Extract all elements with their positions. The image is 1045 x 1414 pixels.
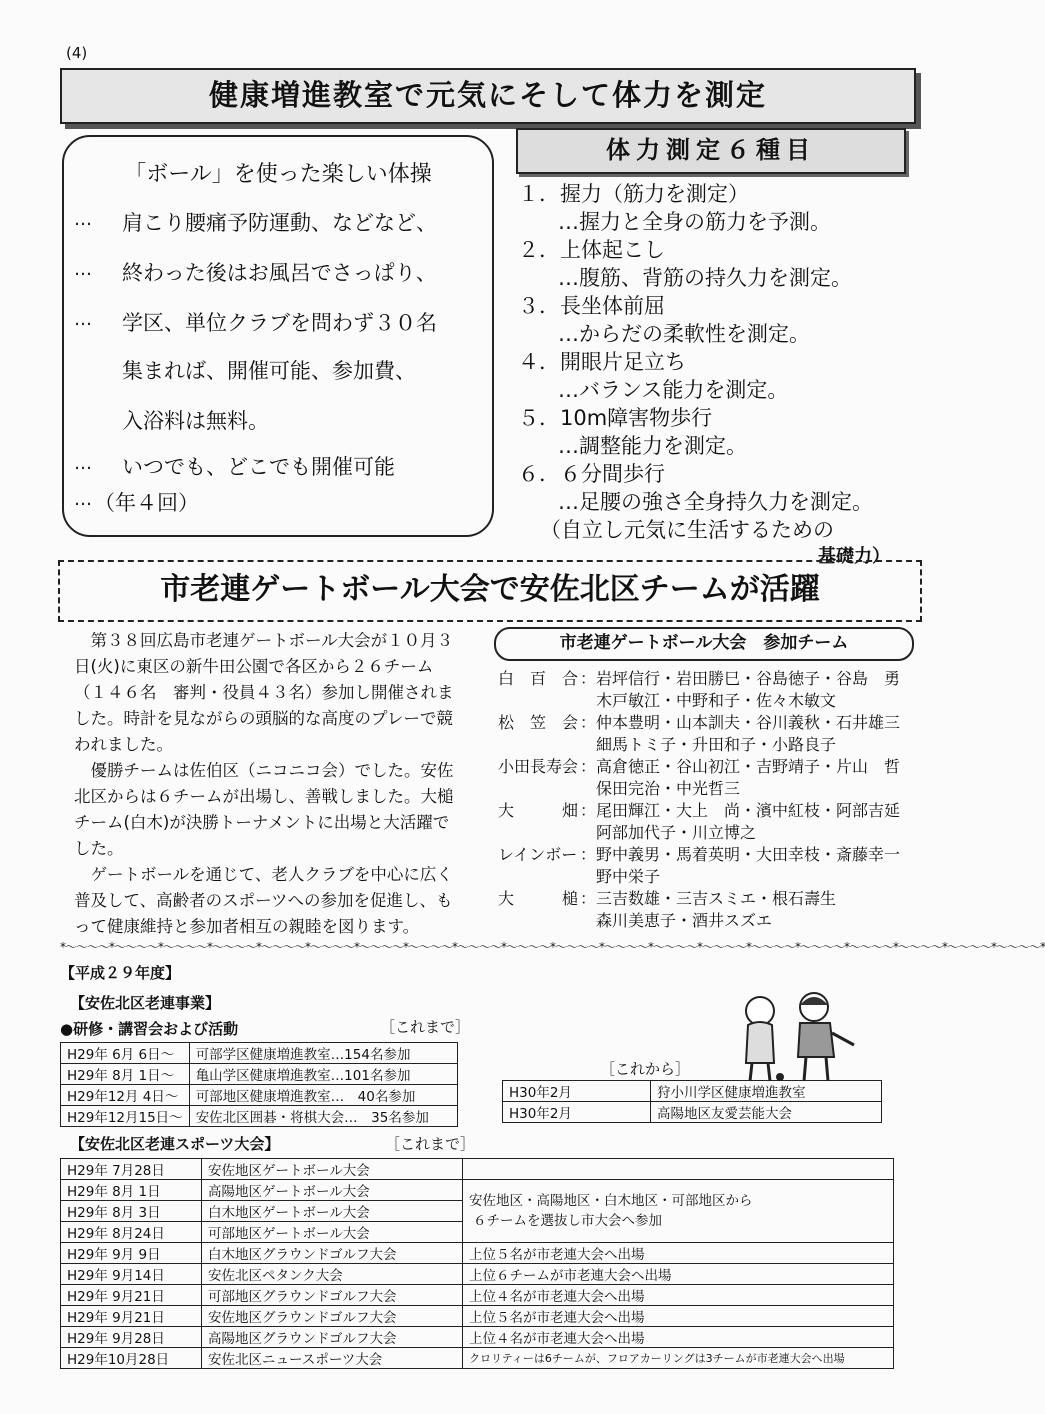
- team-name: 小田長寿会: [498, 757, 579, 776]
- team-name: 大 槌: [498, 889, 579, 908]
- sport-note-merged: [463, 1180, 894, 1243]
- ball-line: 学区、単位クラブを問わず３０名: [122, 311, 437, 335]
- fitness-item: ３．長坐体前屈: [518, 294, 665, 318]
- sport-note: 上位４名が市老連大会へ出場: [463, 1327, 894, 1348]
- event-date: H29年 8月 1日〜: [61, 1064, 190, 1085]
- team-members: ：野中義男・馬着英明・大田幸枝・斎藤幸一: [580, 845, 901, 864]
- table-row: [61, 1106, 458, 1127]
- table-row: [61, 1327, 894, 1348]
- fitness-desc: …調整能力を測定。: [558, 434, 747, 458]
- table-row: [61, 1159, 894, 1180]
- team-name: レインボー: [498, 845, 578, 864]
- team-members: ：尾田輝江・大上 尚・濱中紅枝・阿部吉延: [580, 801, 901, 820]
- event-desc: 安佐北区囲碁・将棋大会… 35名参加: [189, 1106, 457, 1127]
- event-date: H29年 6月 6日〜: [61, 1043, 190, 1064]
- sport-date: H29年 9月21日: [61, 1285, 202, 1306]
- sport-event: 高陽地区グラウンドゴルフ大会: [202, 1327, 463, 1348]
- team-members: 森川美恵子・酒井スズエ: [596, 911, 773, 930]
- sport-event: 白木地区グラウンドゴルフ大会: [202, 1243, 463, 1264]
- team-members: 野中栄子: [596, 867, 661, 886]
- fitness-desc: …握力と全身の筋力を予測。: [558, 210, 831, 234]
- future-events-table: [502, 1080, 882, 1123]
- event-date: H30年2月: [503, 1081, 651, 1102]
- ball-line: 終わった後はお風呂でさっぱり、: [122, 261, 437, 285]
- team-members: ：高倉徳正・谷山初江・吉野靖子・片山 哲: [580, 757, 901, 776]
- line-mark: …: [74, 489, 92, 510]
- section-title-health: 健康増進教室で元気にそして体力を測定: [60, 68, 916, 124]
- merged-note-line: ６チームを選抜し市大会へ参加: [473, 1213, 662, 1229]
- line-mark: …: [74, 309, 92, 330]
- figure-head: [746, 997, 774, 1025]
- sport-date: H29年 9月28日: [61, 1327, 202, 1348]
- sport-note: 上位５名が市老連大会へ出場: [463, 1243, 894, 1264]
- sports-koremade-label: ［これまで］: [385, 1135, 476, 1153]
- table-row: [61, 1285, 894, 1306]
- gateball-stick: [832, 1033, 854, 1045]
- sport-event: 安佐地区グラウンドゴルフ大会: [202, 1306, 463, 1327]
- korekara-label: ［これから］: [600, 1060, 691, 1078]
- kenshu-label: ●研修・講習会および活動: [60, 1020, 239, 1038]
- sport-note: 上位６チームが市老連大会へ出場: [463, 1264, 894, 1285]
- sports-events-table: [60, 1158, 894, 1369]
- sport-date: H29年10月28日: [61, 1348, 202, 1369]
- event-desc: 可部学区健康増進教室…154名参加: [189, 1043, 457, 1064]
- event-date: H29年12月 4日〜: [61, 1085, 190, 1106]
- gateball-ball: [776, 1073, 784, 1081]
- jigyo-label: 【安佐北区老連事業】: [70, 994, 221, 1012]
- sport-date: H29年 8月24日: [61, 1222, 202, 1243]
- table-row: [61, 1348, 894, 1369]
- ball-line: 入浴料は無料。: [122, 409, 269, 433]
- fitness-item: ２．上体起こし: [518, 238, 665, 262]
- ball-exercise-box: [62, 135, 494, 537]
- event-desc: 亀山学区健康増進教室…101名参加: [189, 1064, 457, 1085]
- fitness-desc: …からだの柔軟性を測定。: [558, 322, 810, 346]
- event-date: H29年12月15日〜: [61, 1106, 190, 1127]
- team-members: ：仲本豊明・山本訓夫・谷川義秋・石井雄三: [580, 713, 901, 732]
- sport-date: H29年 9月21日: [61, 1306, 202, 1327]
- figure-leg: [750, 1063, 752, 1081]
- fitness-item: ６．６分間歩行: [518, 462, 665, 486]
- table-row: [61, 1264, 894, 1285]
- fitness-desc: …足腰の強さ全身持久力を測定。: [558, 490, 873, 514]
- sports-label: 【安佐北区老連スポーツ大会】: [70, 1135, 280, 1153]
- year-label: 【平成２９年度】: [60, 964, 181, 982]
- fitness-desc: …バランス能力を測定。: [558, 378, 789, 402]
- team-members: 木戸敏江・中野和子・佐々木敏文: [596, 691, 837, 710]
- fitness-desc: …腹筋、背筋の持久力を測定。: [558, 266, 852, 290]
- fitness-item: ４．開眼片足立ち: [518, 350, 686, 374]
- line-mark: …: [74, 453, 92, 474]
- article-paragraph: 優勝チームは佐伯区（ニコニコ会）でした。安佐北区からは６チームが出場し、善戦しました。大槌チーム(白木)が決勝トーナメントに出場と大活躍でした。: [74, 761, 454, 858]
- past-events-table: [60, 1042, 458, 1127]
- ball-line: いつでも、どこでも開催可能: [122, 455, 395, 479]
- sport-event: 白木地区ゲートボール大会: [202, 1201, 463, 1222]
- table-row: [61, 1043, 458, 1064]
- team-name: 白 百 合: [498, 669, 579, 688]
- table-row: [61, 1243, 894, 1264]
- figure-leg: [768, 1063, 770, 1081]
- sport-date: H29年 8月 3日: [61, 1201, 202, 1222]
- table-row: [61, 1306, 894, 1327]
- sport-event: 可部地区グラウンドゴルフ大会: [202, 1285, 463, 1306]
- event-date: H30年2月: [503, 1102, 651, 1123]
- teams-heading: 市老連ゲートボール大会 参加チーム: [494, 627, 914, 661]
- team-name: 大 畑: [498, 801, 579, 820]
- article-paragraph: ゲートボールを通じて、老人クラブを中心に広く普及して、高齢者のスポーツへの参加を促進し、もって健康維持と参加者相互の親睦を図ります。: [74, 865, 453, 936]
- ball-line: 肩こり腰痛予防運動、などなど、: [122, 211, 437, 235]
- article-paragraph: 第３８回広島市老連ゲートボール大会が１０月３日(火)に東区の新牛田公園で各区から２６チーム（１４６名 審判・役員４３名）参加し開催されました。時計を見ながらの頭脳的な高度のプレーで競われました。: [74, 631, 454, 754]
- sport-event: 安佐地区ゲートボール大会: [202, 1159, 463, 1180]
- sport-note: [463, 1159, 894, 1180]
- fitness-test-heading: 体力測定６種目: [516, 128, 906, 174]
- section-title-gateball: 市老連ゲートボール大会で安佐北区チームが活躍: [58, 560, 922, 622]
- sport-note: 上位５名が市老連大会へ出場: [463, 1306, 894, 1327]
- event-desc: 狩小川学区健康増進教室: [651, 1081, 882, 1102]
- sport-date: H29年 9月 9日: [61, 1243, 202, 1264]
- line-mark: …: [74, 259, 92, 280]
- team-members: 阿部加代子・川立博之: [596, 823, 757, 842]
- decorative-divider: *〜〜〜〜*〜〜〜〜*〜〜〜〜*〜〜〜〜*〜〜〜〜*〜〜〜〜*〜〜〜〜*〜〜〜〜*〜〜〜〜*〜〜〜〜*〜〜〜〜*〜〜〜〜*〜〜〜〜*〜〜〜〜*〜〜〜〜*〜〜〜〜*〜〜〜〜*〜〜〜〜*〜〜〜〜*〜〜〜〜*: [60, 940, 1045, 954]
- sport-event: 可部地区ゲートボール大会: [202, 1222, 463, 1243]
- team-name: 松 笠 会: [498, 713, 579, 732]
- table-row: [61, 1085, 458, 1106]
- fitness-note: 基礎力）: [818, 546, 890, 567]
- sport-date: H29年 8月 1日: [61, 1180, 202, 1201]
- ball-exercise-heading: 「ボール」を使った楽しい体操: [124, 162, 432, 187]
- table-row: [61, 1064, 458, 1085]
- team-members: 細馬トミ子・升田和子・小路良子: [596, 735, 837, 754]
- elderly-players-illustration: [718, 985, 858, 1085]
- fitness-item: １．握力（筋力を測定）: [518, 182, 749, 206]
- team-members: ：岩坪信行・岩田勝巳・谷島徳子・谷島 勇: [580, 669, 901, 688]
- table-row: [61, 1180, 894, 1201]
- event-desc: 高陽地区友愛芸能大会: [651, 1102, 882, 1123]
- sport-event: 高陽地区ゲートボール大会: [202, 1180, 463, 1201]
- event-desc: 可部地区健康増進教室… 40名参加: [189, 1085, 457, 1106]
- figure-body: [746, 1022, 774, 1063]
- team-members: 保田完治・中光哲三: [596, 779, 741, 798]
- koremade-label: ［これまで］: [380, 1018, 471, 1036]
- sport-date: H29年 7月28日: [61, 1159, 202, 1180]
- merged-note-line: 安佐地区・高陽地区・白木地区・可部地区から: [469, 1193, 753, 1209]
- figure-leg: [804, 1057, 806, 1081]
- ball-line: （年４回）: [94, 491, 199, 515]
- fitness-item: ５．10m障害物歩行: [518, 406, 713, 430]
- page-number: (4): [66, 44, 88, 62]
- sport-note: クロリティーは6チームが、フロアカーリングは3チームが市老連大会へ出場: [463, 1348, 894, 1369]
- team-members: ：三吉数雄・三吉スミエ・根石壽生: [580, 889, 837, 908]
- figure-leg: [826, 1057, 828, 1081]
- line-mark: …: [74, 209, 92, 230]
- fitness-note: （自立し元気に生活するための: [540, 518, 834, 542]
- figure-body: [798, 1023, 834, 1057]
- ball-line: 集まれば、開催可能、参加費、: [122, 359, 416, 383]
- sport-note: 上位４名が市老連大会へ出場: [463, 1285, 894, 1306]
- sport-date: H29年 9月14日: [61, 1264, 202, 1285]
- sport-event: 安佐北区ペタンク大会: [202, 1264, 463, 1285]
- gateball-article: [74, 628, 454, 940]
- table-row: [503, 1102, 882, 1123]
- sport-event: 安佐北区ニュースポーツ大会: [202, 1348, 463, 1369]
